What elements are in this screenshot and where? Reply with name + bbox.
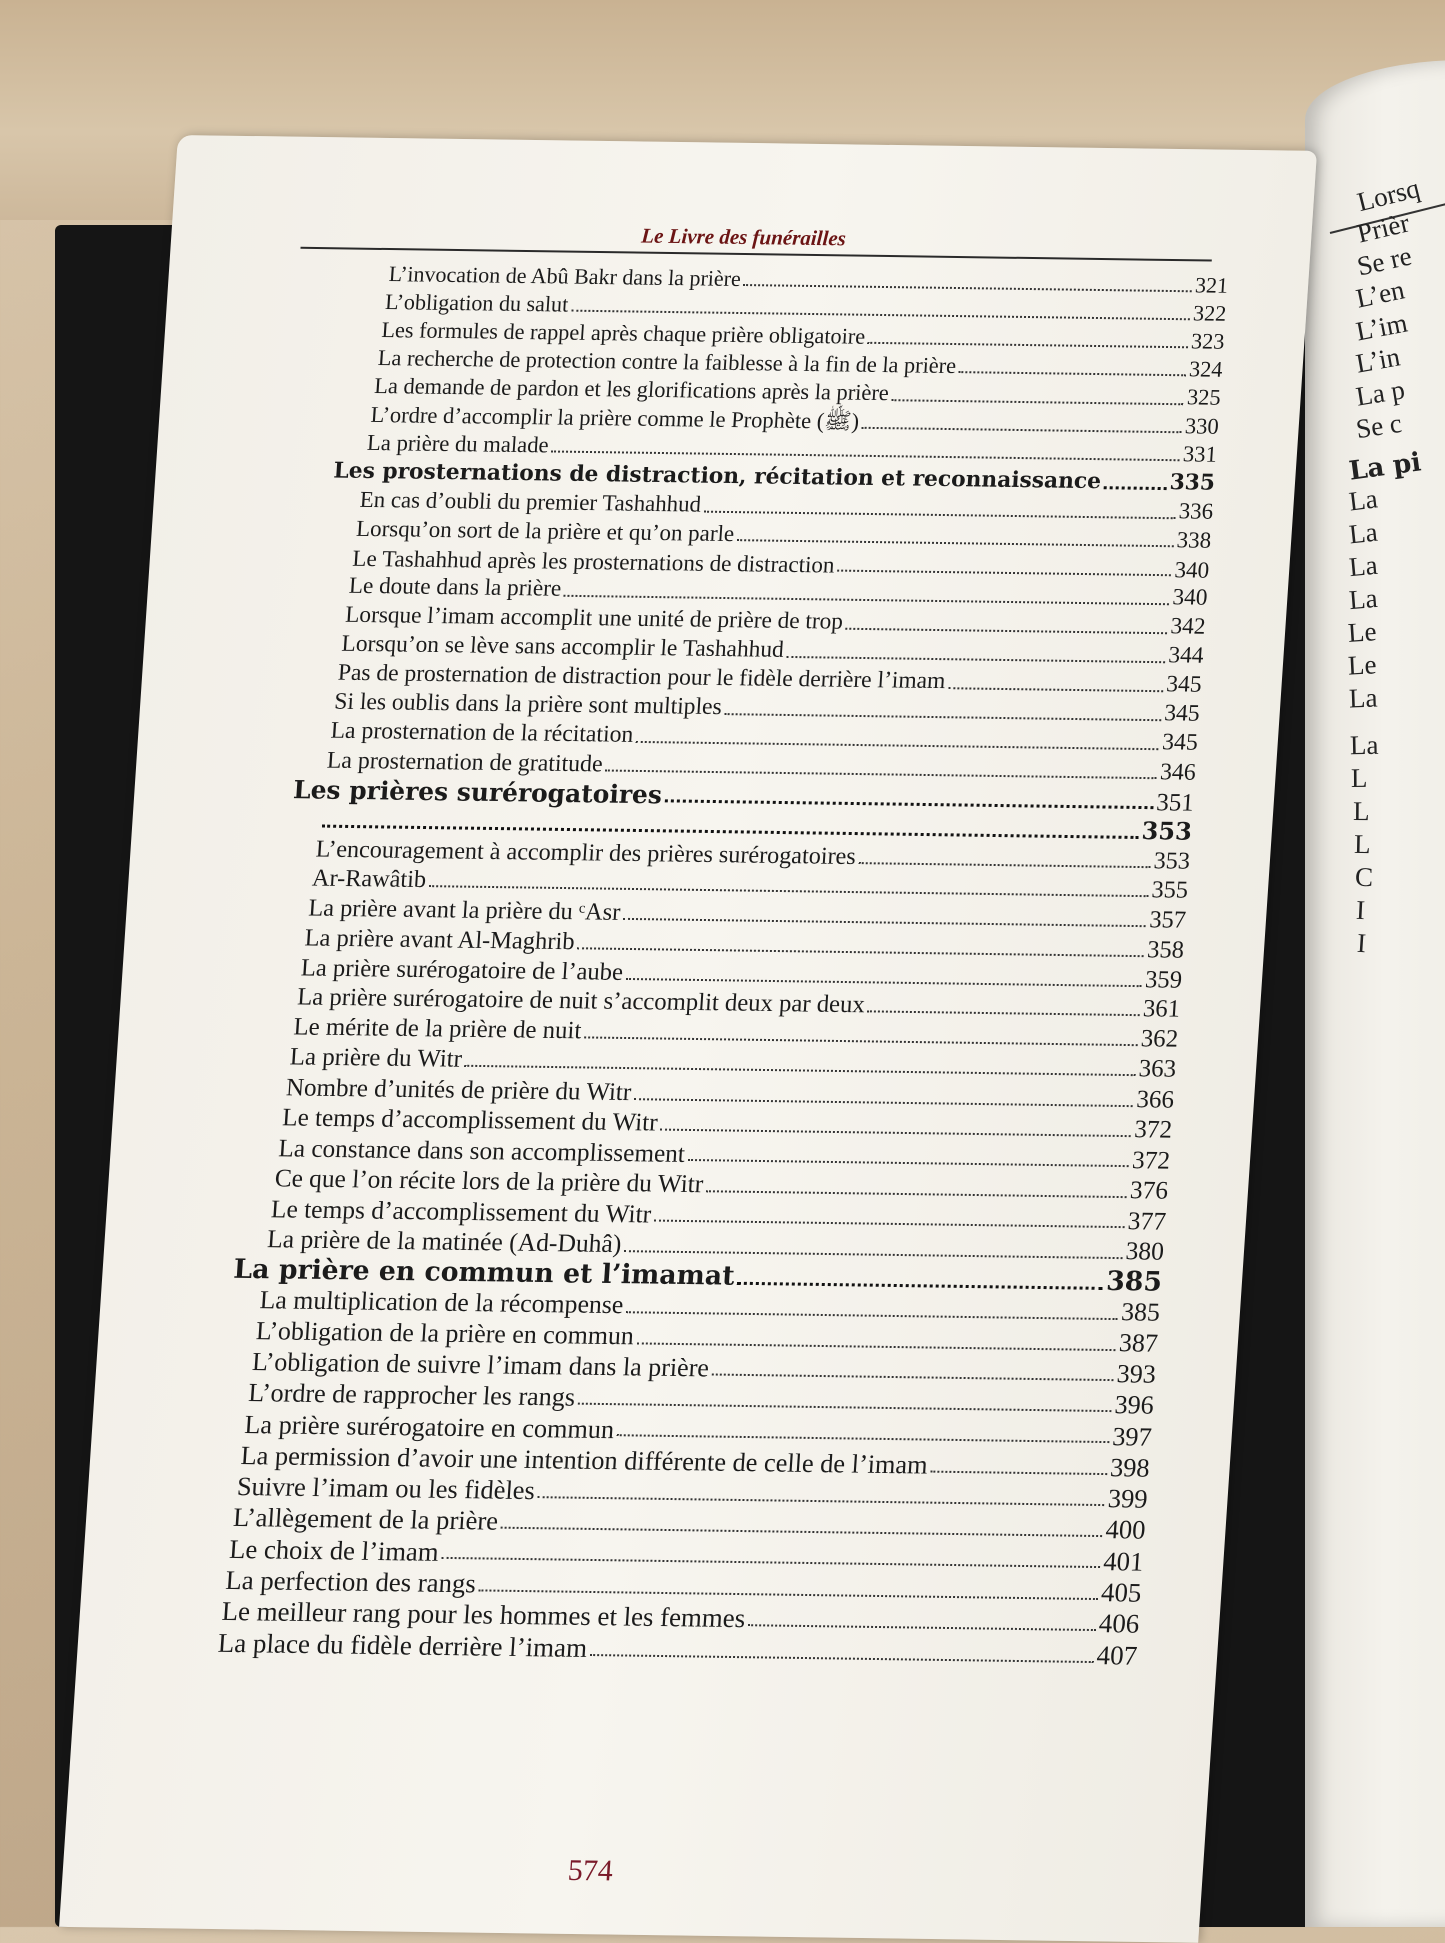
toc-entry-label: La constance dans son accomplissement: [277, 1134, 686, 1168]
dot-leader: [636, 741, 1159, 750]
dot-leader: [626, 1311, 1118, 1320]
toc-entry-page: 377: [1126, 1205, 1167, 1236]
toc-entry-page: 345: [1163, 700, 1201, 727]
toc-entry-label: La prière du malade: [366, 430, 550, 458]
toc-entry-label: Le choix de l’imam: [228, 1533, 440, 1567]
facing-page-fragment: La: [1347, 549, 1379, 583]
toc-entry-page: 406: [1098, 1608, 1141, 1639]
toc-entry-label: La prière avant la prière du ᶜAsr: [307, 894, 622, 926]
facing-page-fragment: Prièr: [1353, 207, 1412, 249]
toc-entry-label: Le mérite de la prière de nuit: [292, 1013, 583, 1045]
toc-entry-label: La permission d’avoir une intention différente de celle de l’imam: [239, 1440, 929, 1480]
toc-entry-page: 359: [1144, 965, 1183, 994]
toc-entry-page: 325: [1186, 384, 1222, 411]
dot-leader: [429, 885, 1149, 897]
toc-entry-page: 400: [1104, 1514, 1147, 1545]
facing-page-fragment: Se c: [1353, 407, 1404, 445]
toc-entry-label: Les formules de rappel après chaque prière obligatoire: [380, 317, 866, 349]
dot-leader: [571, 310, 1190, 321]
facing-page-fragment: Le: [1347, 616, 1378, 648]
toc-entry-page: 342: [1169, 613, 1207, 640]
toc-entry-page: 405: [1100, 1577, 1143, 1608]
toc-entry-label: Si les oublis dans la prière sont multiples: [333, 688, 723, 721]
dot-leader: [858, 862, 1150, 868]
dot-leader: [748, 1624, 1096, 1631]
toc-entry-label: La prière en commun et l’imamat: [232, 1253, 736, 1292]
dot-leader: [743, 284, 1191, 292]
dot-leader: [704, 510, 1176, 519]
toc-entry-label: La prière de la matinée (Ad-Duhâ): [266, 1224, 623, 1259]
toc-entry-label: La recherche de protection contre la faiblesse à la fin de la prière: [377, 345, 957, 379]
toc-entry-label: L’encouragement à accomplir des prières surérogatoires: [314, 835, 857, 870]
toc-entry-page: 346: [1159, 758, 1197, 786]
toc-entry-page: 399: [1106, 1483, 1149, 1514]
toc-entry-page: 393: [1115, 1359, 1157, 1389]
dot-leader: [862, 427, 1182, 433]
dot-leader: [664, 800, 1153, 810]
toc-entry-label: En cas d’oubli du premier Tashahhud: [359, 487, 702, 517]
toc-entry-label: La prière du Witr: [288, 1043, 463, 1074]
toc-entry-label: Le doute dans la prière: [348, 573, 563, 603]
dot-leader: [737, 539, 1174, 547]
toc-entry-label: Les prosternations de distraction, récitation et reconnaissance: [332, 458, 1102, 494]
facing-page-fragment: Le: [1347, 649, 1378, 681]
toc-entry-page: 340: [1173, 555, 1211, 583]
toc-entry-label: Lorsque l’imam accomplit une unité de prière de trop: [344, 601, 844, 635]
facing-page-fragment: La: [1347, 483, 1380, 517]
toc-entry-page: 353: [1140, 816, 1193, 847]
toc-entry-label: L’obligation de la prière en commun: [255, 1316, 635, 1351]
dot-leader: [636, 1342, 1115, 1351]
toc-entry-page: 336: [1178, 498, 1214, 524]
toc-entry-page: 345: [1165, 671, 1203, 698]
toc-entry-label: La perfection des rangs: [224, 1564, 477, 1599]
dot-leader: [626, 977, 1142, 986]
toc-entry-page: 340: [1171, 584, 1209, 612]
toc-entry-page: 357: [1148, 906, 1187, 934]
facing-page-fragment: L’im: [1353, 307, 1410, 347]
dot-leader: [724, 713, 1161, 721]
toc-entry-page: 358: [1146, 935, 1185, 964]
toc-entry-label: Lorsqu’on se lève sans accomplir le Tashahhud: [340, 630, 785, 663]
toc-entry-label: Le meilleur rang pour les hommes et les femmes: [220, 1596, 747, 1634]
toc-entry-label: Le Tashahhud après les prosternations de distraction: [351, 544, 836, 578]
toc-entry-page: 335: [1168, 469, 1216, 496]
dot-leader: [564, 594, 1170, 604]
facing-page-fragment: La: [1349, 729, 1379, 761]
toc-entry-page: 355: [1150, 876, 1189, 905]
toc-entry-page: 376: [1129, 1176, 1169, 1206]
dot-leader: [846, 627, 1168, 633]
toc-entry-label: Le temps d’accomplissement du Witr: [270, 1193, 653, 1229]
toc-entry-page: 380: [1124, 1236, 1165, 1266]
facing-page-fragment: C: [1354, 861, 1374, 893]
facing-page-fragment: L’in: [1353, 341, 1403, 379]
dot-leader: [537, 1496, 1104, 1506]
facing-page-fragment: Lorsq: [1354, 172, 1423, 218]
facing-page-fragment: I: [1355, 894, 1366, 926]
toc-entry-page: 407: [1095, 1639, 1139, 1671]
toc-entry-page: 363: [1137, 1055, 1177, 1084]
toc-entry-label: La prosternation de la récitation: [329, 718, 635, 749]
dot-leader: [706, 1190, 1127, 1198]
toc-entry-label: La multiplication de la récompense: [258, 1285, 625, 1320]
dot-leader: [1103, 487, 1166, 491]
toc-entry-label: L’obligation du salut: [384, 289, 570, 317]
dot-leader: [660, 1128, 1131, 1137]
toc-entry-page: 385: [1105, 1265, 1164, 1298]
dot-leader: [786, 656, 1165, 663]
toc-entry-label: Ar-Rawâtib: [311, 864, 428, 894]
toc-entry-page: 361: [1142, 995, 1181, 1024]
dot-leader: [605, 770, 1157, 780]
toc-entry-page: 344: [1167, 642, 1205, 669]
dot-leader: [711, 1374, 1113, 1382]
toc-page: [59, 135, 1317, 1943]
dot-leader: [654, 1220, 1125, 1229]
dot-leader: [930, 1470, 1107, 1474]
dot-leader: [737, 1281, 1103, 1289]
toc-entry-label: La demande de pardon et les glorifications après la prière: [373, 373, 890, 406]
facing-page-fragment: L: [1353, 828, 1371, 860]
dot-leader: [948, 687, 1163, 692]
toc-entry-page: 323: [1190, 328, 1226, 354]
toc-entry-page: 372: [1131, 1146, 1171, 1175]
page-number: 574: [566, 1853, 614, 1888]
toc-entry-label: L’ordre de rapprocher les rangs: [247, 1377, 577, 1412]
toc-entry-label: Lorsqu’on sort de la prière et qu’on parle: [355, 515, 736, 546]
facing-page-fragment: I: [1356, 927, 1368, 959]
toc-entry-label: Ce que l’on récite lors de la prière du Witr: [273, 1164, 705, 1199]
dot-leader: [577, 947, 1144, 957]
toc-entry-label: Suivre l’imam ou les fidèles: [236, 1471, 536, 1506]
toc-entry-label: L’allègement de la prière: [232, 1502, 500, 1536]
dot-leader: [478, 1589, 1098, 1600]
toc-entry-page: 366: [1135, 1085, 1175, 1114]
facing-page-fragment: Se re: [1353, 240, 1414, 282]
toc-entry-label: L’invocation de Abû Bakr dans la prière: [387, 261, 742, 291]
dot-leader: [590, 1654, 1094, 1663]
dot-leader: [867, 1011, 1139, 1017]
dot-leader: [584, 1037, 1138, 1047]
toc-entry-page: 321: [1194, 272, 1229, 298]
toc-entry-label: La prosternation de gratitude: [326, 747, 604, 778]
dot-leader: [837, 569, 1171, 576]
toc-entry-page: 353: [1152, 847, 1191, 875]
dot-leader: [464, 1065, 1135, 1076]
facing-page-fragment: La pi: [1347, 447, 1424, 487]
toc-entry-page: 345: [1161, 729, 1199, 757]
toc-entry-label: Les prières surérogatoires: [292, 775, 663, 810]
facing-page-fragment: La: [1348, 682, 1378, 714]
toc-entry-page: 387: [1118, 1328, 1159, 1358]
dot-leader: [624, 1250, 1122, 1259]
facing-page-fragment: La: [1347, 516, 1379, 550]
toc-entry-page: 397: [1111, 1422, 1153, 1452]
toc-entry-label: Nombre d’unités de prière du Witr: [285, 1073, 633, 1106]
dot-leader: [501, 1527, 1103, 1537]
toc-entry-label: La prière surérogatoire de l’aube: [300, 953, 624, 986]
toc-entry-page: 401: [1102, 1545, 1145, 1577]
toc-entry-page: 330: [1184, 413, 1220, 439]
toc-entry-label: Pas de prosternation de distraction pour le fidèle derrière l’imam: [337, 659, 947, 695]
dot-leader: [687, 1159, 1128, 1167]
toc-entry-label: La prière avant Al-Maghrib: [303, 924, 576, 955]
toc-entry-label: Le temps d’accomplissement du Witr: [281, 1103, 659, 1137]
toc-entry-page: 331: [1182, 441, 1218, 467]
toc-entry-label: L’obligation de suivre l’imam dans la prière: [251, 1347, 710, 1383]
toc-entry-page: 351: [1155, 789, 1195, 817]
toc-entry-page: 398: [1109, 1453, 1151, 1483]
toc-entry-page: 362: [1139, 1025, 1179, 1054]
toc-entry-label: La prière surérogatoire en commun: [243, 1409, 616, 1445]
facing-page-fragment: L: [1352, 795, 1370, 827]
facing-page-fragment: La p: [1353, 374, 1407, 412]
dot-leader: [868, 342, 1188, 348]
dot-leader: [959, 371, 1186, 376]
facing-page: [1305, 60, 1445, 1927]
dot-leader: [623, 918, 1146, 927]
toc-entry-page: 338: [1175, 527, 1213, 553]
dot-leader: [891, 399, 1183, 405]
dot-leader: [441, 1557, 1100, 1568]
dot-leader: [634, 1098, 1133, 1107]
toc-entry-page: 396: [1113, 1390, 1155, 1420]
dot-leader: [617, 1435, 1109, 1444]
running-head: Le Livre des funérailles: [640, 223, 847, 251]
dot-leader: [578, 1403, 1112, 1412]
dot-leader: [551, 451, 1179, 462]
toc-entry-label: La prière surérogatoire de nuit s’accomplit deux par deux: [296, 983, 866, 1019]
toc-entry-page: 372: [1133, 1115, 1173, 1144]
toc-entry-label: La place du fidèle derrière l’imam: [216, 1627, 589, 1663]
toc-entry-page: 324: [1188, 356, 1224, 383]
facing-page-fragment: L: [1351, 762, 1368, 794]
table-of-contents: [187, 259, 1229, 1673]
facing-page-fragment: L’en: [1353, 274, 1408, 314]
toc-entry-label: L’ordre d’accomplir la prière comme le Prophète (ﷺ): [369, 401, 860, 434]
toc-entry-page: 385: [1120, 1297, 1161, 1328]
toc-entry-page: 322: [1192, 300, 1228, 326]
facing-page-fragment: La: [1347, 582, 1379, 616]
